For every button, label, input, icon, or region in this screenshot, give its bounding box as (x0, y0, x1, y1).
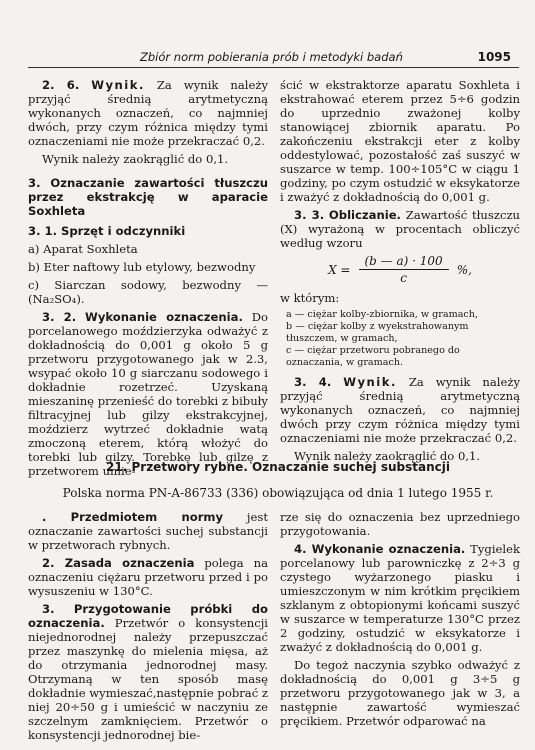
rounding-note: Wynik należy zaokrąglić do 0,1. (294, 449, 481, 463)
section-number: 3. 2. (42, 310, 77, 324)
formula-numerator: (b — a) · 100 (359, 254, 449, 270)
left-column-bottom (28, 510, 268, 746)
section-number: 3. 3. (294, 208, 325, 222)
section-21-title: 21. Przetwory rybne. Oznaczanie suchej substancji (106, 460, 450, 474)
paragraph-3-2 (28, 310, 268, 478)
section-3-heading: 3. Oznaczanie zawartości tłuszczu przez ekstrakcję w aparacie Soxhleta (28, 176, 268, 218)
formula (280, 254, 520, 285)
legend-a: a — ciężar kolby-zbiornika, w gramach, (286, 309, 479, 320)
right-column-top (280, 78, 520, 467)
list-item-c: c) Siarczan sodowy, bezwodny — (Na₂SO₄). (28, 278, 268, 306)
where-label: w którym: (280, 291, 340, 305)
legend-b1: b — ciężar kolby z wyekstrahowanym (286, 321, 469, 332)
formula-lhs: X = (328, 262, 351, 277)
list-item-b: b) Eter naftowy lub etylowy, bezwodny (28, 260, 256, 274)
legend-c2: oznaczania, w gramach. (286, 357, 404, 368)
page-header (28, 44, 519, 64)
left-column-top (28, 78, 268, 482)
paragraph-3 (28, 602, 268, 742)
paragraph-text: polega na oznaczeniu ciężaru przetworu przed i po wysuszeniu w 130°C. (28, 556, 269, 598)
paragraph-2-6 (28, 78, 268, 148)
rounding-note: Wynik należy zaokrąglić do 0,1. (42, 152, 229, 166)
header-title: Zbiór norm pobierania prób i metodyki badań (140, 50, 403, 64)
legend-c1: c — ciężar przetworu pobranego do (286, 345, 460, 356)
paragraph-title: 4. Wykonanie oznaczenia. (294, 542, 466, 556)
paragraph-title: . Przedmiotem normy (42, 510, 224, 524)
paragraph-text: Za wynik należy przyjąć średnią arytmetyczną wykonanych oznaczeń, co najmniej dwóch, przy czym różnica między tymi oznaczeniami nie może przekraczać 0,2. (28, 78, 269, 148)
paragraph-4 (280, 542, 520, 654)
paragraph-continued: ścić w ekstraktorze aparatu Soxhleta i ekstrahować eterem przez 5÷6 godzin do uprzednio zważonej kolby stanowiącej zbiornik aparatu. Po zakończeniu ekstrakcji eter z kolby oddestylować, pozostałość zaś suszyć w suszarce w temp. 100÷105°C w ciągu 1 godziny, po czym ostudzić w eksykatorze i zważyć z dokładnością do 0,001 g. (280, 78, 520, 204)
formula-denominator: c (400, 271, 407, 285)
paragraph-text: Za wynik należy przyjąć średnią arytmetyczną wykonanych oznaczeń, co najmniej dwóch przy czym różnica między tymi oznaczeniami nie może przekraczać 0,2. (280, 375, 521, 445)
paragraph-text: Zawartość tłuszczu (X) wyrażoną w procentach obliczyć według wzoru (280, 208, 521, 250)
header-rule (28, 67, 519, 68)
page-number: 1095 (477, 50, 511, 64)
paragraph-title: 3. Przygotowanie próbki do oznaczenia. (28, 602, 268, 630)
list-item-a: a) Aparat Soxhleta (28, 242, 138, 256)
paragraph-text: jest oznaczanie zawartości suchej substancji w przetworach rybnych. (28, 510, 268, 552)
section-title: Obliczanie. (328, 208, 401, 222)
paragraph-continued: rze się do oznaczenia bez uprzedniego przygotowania. (280, 510, 520, 538)
paragraph-text: Przetwór o konsystencji niejednorodnej należy przepuszczać przez maszynkę do mielenia mięsa, aż do otrzymania jednorodnej masy. Otrzymaną w ten sposób masę dokładnie wymieszać,następnie pobrać z niej 20÷50 g i umieścić w naczyniu ze szczelnym zamknięciem. Przetwór o konsystencji jednorodnej bie- (28, 616, 268, 742)
paragraph-title: 2. Zasada oznaczenia (42, 556, 195, 570)
paragraph-1 (28, 510, 268, 552)
section-title: Wykonanie oznaczenia. (85, 310, 243, 324)
paragraph-text: Do porcelanowego moździerzyka odważyć z dokładnością do 0,001 g około 5 g przetworu przygotowanego jak w 2.3, wsypać około 10 g siarczanu sodowego i dokładnie rozetrzeć. Uzyskaną mieszaninę przenieść do torebki z bibuły filtracyjnej lub gilzy ekstrakcyjnej, moździerz wytrzeć dokładnie watą zmoczoną eterem, którą włożyć do torebki lub gilzy. Torebkę lub gilzę z przetworem umie- (28, 310, 269, 478)
paragraph-text: Tygielek porcelanowy lub parowniczkę z 2÷3 g czystego wyżarzonego piasku i umieszczonym w nim krótkim prę̨cikiem szklanym z obtopionymi końcami suszyć w suszarce w temperaturze 130°C przez 2 godziny, ostudzić w eksykatorze i zważyć z dokładnością do 0,001 g. (280, 542, 520, 654)
section-number: 2. 6. (42, 78, 80, 92)
paragraph-3-4 (280, 375, 520, 445)
formula-unit: %, (456, 262, 472, 277)
section-title: Wynik. (91, 78, 145, 92)
norm-reference: Polska norma PN-A-86733 (336) obowiązująca od dnia 1 lutego 1955 r. (62, 486, 494, 500)
paragraph-2 (28, 556, 268, 598)
section-title: Wynik. (343, 375, 397, 389)
formula-legend (286, 309, 520, 369)
section-number: 3. 4. (294, 375, 332, 389)
legend-b2: tłuszczem, w gramach, (286, 333, 398, 344)
paragraph-3-3 (280, 208, 520, 250)
formula-fraction (359, 254, 449, 285)
section-3-1-heading: 3. 1. Sprzęt i odczynniki (28, 224, 186, 238)
paragraph-5: Do tegoż naczynia szybko odważyć z dokładnością do 0,001 g 3÷5 g przetworu przygotowanego jak w 3, a następnie zawartość wymieszać prę̨cikiem. Przetwór odparować na (280, 658, 520, 728)
right-column-bottom (280, 510, 520, 732)
